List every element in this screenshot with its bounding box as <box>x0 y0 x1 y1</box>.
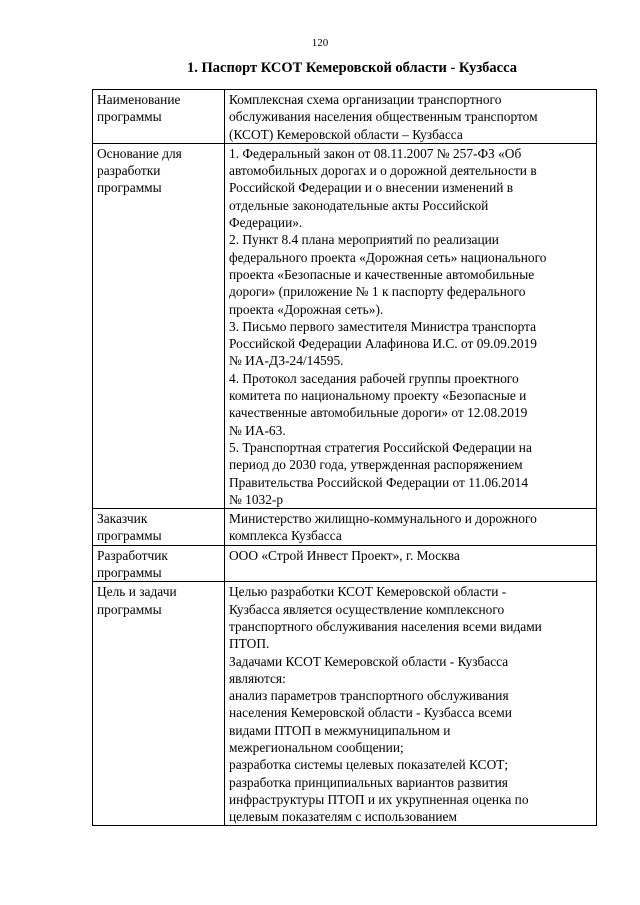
row-value-line: качественные автомобильные дороги» от 12.08.2019 <box>229 405 528 421</box>
row-label-line: Заказчик <box>97 511 148 527</box>
row-value-line: транспортного обслуживания населения всеми видами <box>229 618 542 634</box>
row-value-line: Министерство жилищно-коммунального и дорожного <box>229 511 537 527</box>
row-label-line: программы <box>97 180 162 196</box>
table-row <box>93 143 597 508</box>
row-value-line: проекта «Дорожная сеть»). <box>229 301 384 317</box>
row-value-line: разработка принципиальных вариантов развития <box>229 774 508 790</box>
row-value-line: Целью разработки КСОТ Кемеровской области - <box>229 584 507 600</box>
row-value-line: ООО «Строй Инвест Проект», г. Москва <box>229 547 460 563</box>
page-number: 120 <box>311 37 329 49</box>
row-value-line: видами ПТОП в межмуниципальном и <box>229 722 451 738</box>
row-value-line: Задачами КСОТ Кемеровской области - Кузбасса <box>229 653 509 669</box>
row-value-line: являются: <box>229 670 286 686</box>
row-value-line: Правительства Российской Федерации от 11.06.2014 <box>229 474 529 490</box>
row-value-line: № 1032-р <box>229 491 284 507</box>
row-value-line: населения Кемеровской области - Кузбасса всеми <box>229 705 512 721</box>
row-label-cell <box>93 143 225 508</box>
row-value-line: (КСОТ) Кемеровской области – Кузбасса <box>229 126 463 142</box>
row-value-cell <box>225 143 597 508</box>
row-label-line: разработки <box>97 163 161 179</box>
row-value-cell <box>225 545 597 582</box>
table-row <box>93 582 597 826</box>
row-value-line: Федерации». <box>229 215 303 231</box>
passport-table <box>92 89 597 826</box>
row-label-cell <box>93 545 225 582</box>
row-value-line: 3. Письмо первого заместителя Министра транспорта <box>229 318 537 334</box>
row-label-cell <box>93 90 225 144</box>
row-value-cell <box>225 582 597 826</box>
row-value-cell <box>225 90 597 144</box>
row-value-line: анализ параметров транспортного обслуживания <box>229 688 509 704</box>
row-label-line: Разработчик <box>97 547 168 563</box>
row-label-cell <box>93 582 225 826</box>
row-label-line: Основание для <box>97 145 182 161</box>
row-value-line: инфраструктуры ПТОП и их укрупненная оценка по <box>229 791 529 807</box>
row-label-line: программы <box>97 109 162 125</box>
row-label-cell <box>93 509 225 546</box>
row-value-line: автомобильных дорогах и о дорожной деятельности в <box>229 163 537 179</box>
row-value-line: ПТОП. <box>229 636 270 652</box>
page-title: 1. Паспорт КСОТ Кемеровской области - Кузбасса <box>187 60 517 76</box>
row-value-line: 2. Пункт 8.4 плана мероприятий по реализации <box>229 232 499 248</box>
row-value-line: Российской Федерации и о внесении изменений в <box>229 180 514 196</box>
table-row <box>93 545 597 582</box>
row-value-line: период до 2030 года, утвержденная распоряжением <box>229 457 523 473</box>
row-value-line: целевым показателям с использованием <box>229 809 457 825</box>
row-label-line: программы <box>97 528 162 544</box>
row-value-line: федерального проекта «Дорожная сеть» национального <box>229 249 547 265</box>
table-row <box>93 509 597 546</box>
row-value-line: 5. Транспортная стратегия Российской Федерации на <box>229 439 532 455</box>
row-value-line: Комплексная схема организации транспортного <box>229 92 502 107</box>
row-value-line: комитета по национальному проекту «Безопасные и <box>229 388 527 404</box>
row-label-line: программы <box>97 601 162 617</box>
row-value-line: отдельные законодательные акты Российской <box>229 197 489 213</box>
row-value-line: № ИА-ДЗ-24/14595. <box>229 353 344 369</box>
row-value-line: проекта «Безопасные и качественные автомобильные <box>229 266 535 282</box>
row-value-line: 1. Федеральный закон от 08.11.2007 № 257-ФЗ «Об <box>229 145 522 161</box>
row-value-line: разработка системы целевых показателей КСОТ; <box>229 757 509 773</box>
row-value-line: дороги» (приложение № 1 к паспорту федерального <box>229 284 526 300</box>
row-value-cell <box>225 509 597 546</box>
passport-table-body <box>93 90 597 826</box>
row-value-line: комплекса Кузбасса <box>229 528 342 544</box>
row-value-line: 4. Протокол заседания рабочей группы проектного <box>229 370 519 386</box>
row-value-line: № ИА-63. <box>229 422 286 438</box>
table-row <box>93 90 597 144</box>
row-label-line: Наименование <box>97 92 181 107</box>
row-value-line: обслуживания населения общественным транспортом <box>229 109 538 125</box>
row-value-line: межрегиональном сообщении; <box>229 739 404 755</box>
row-label-line: программы <box>97 565 162 581</box>
row-value-line: Российской Федерации Алафинова И.С. от 09.09.2019 <box>229 336 537 352</box>
row-label-line: Цель и задачи <box>97 584 177 600</box>
row-value-line: Кузбасса является осуществление комплексного <box>229 601 505 617</box>
